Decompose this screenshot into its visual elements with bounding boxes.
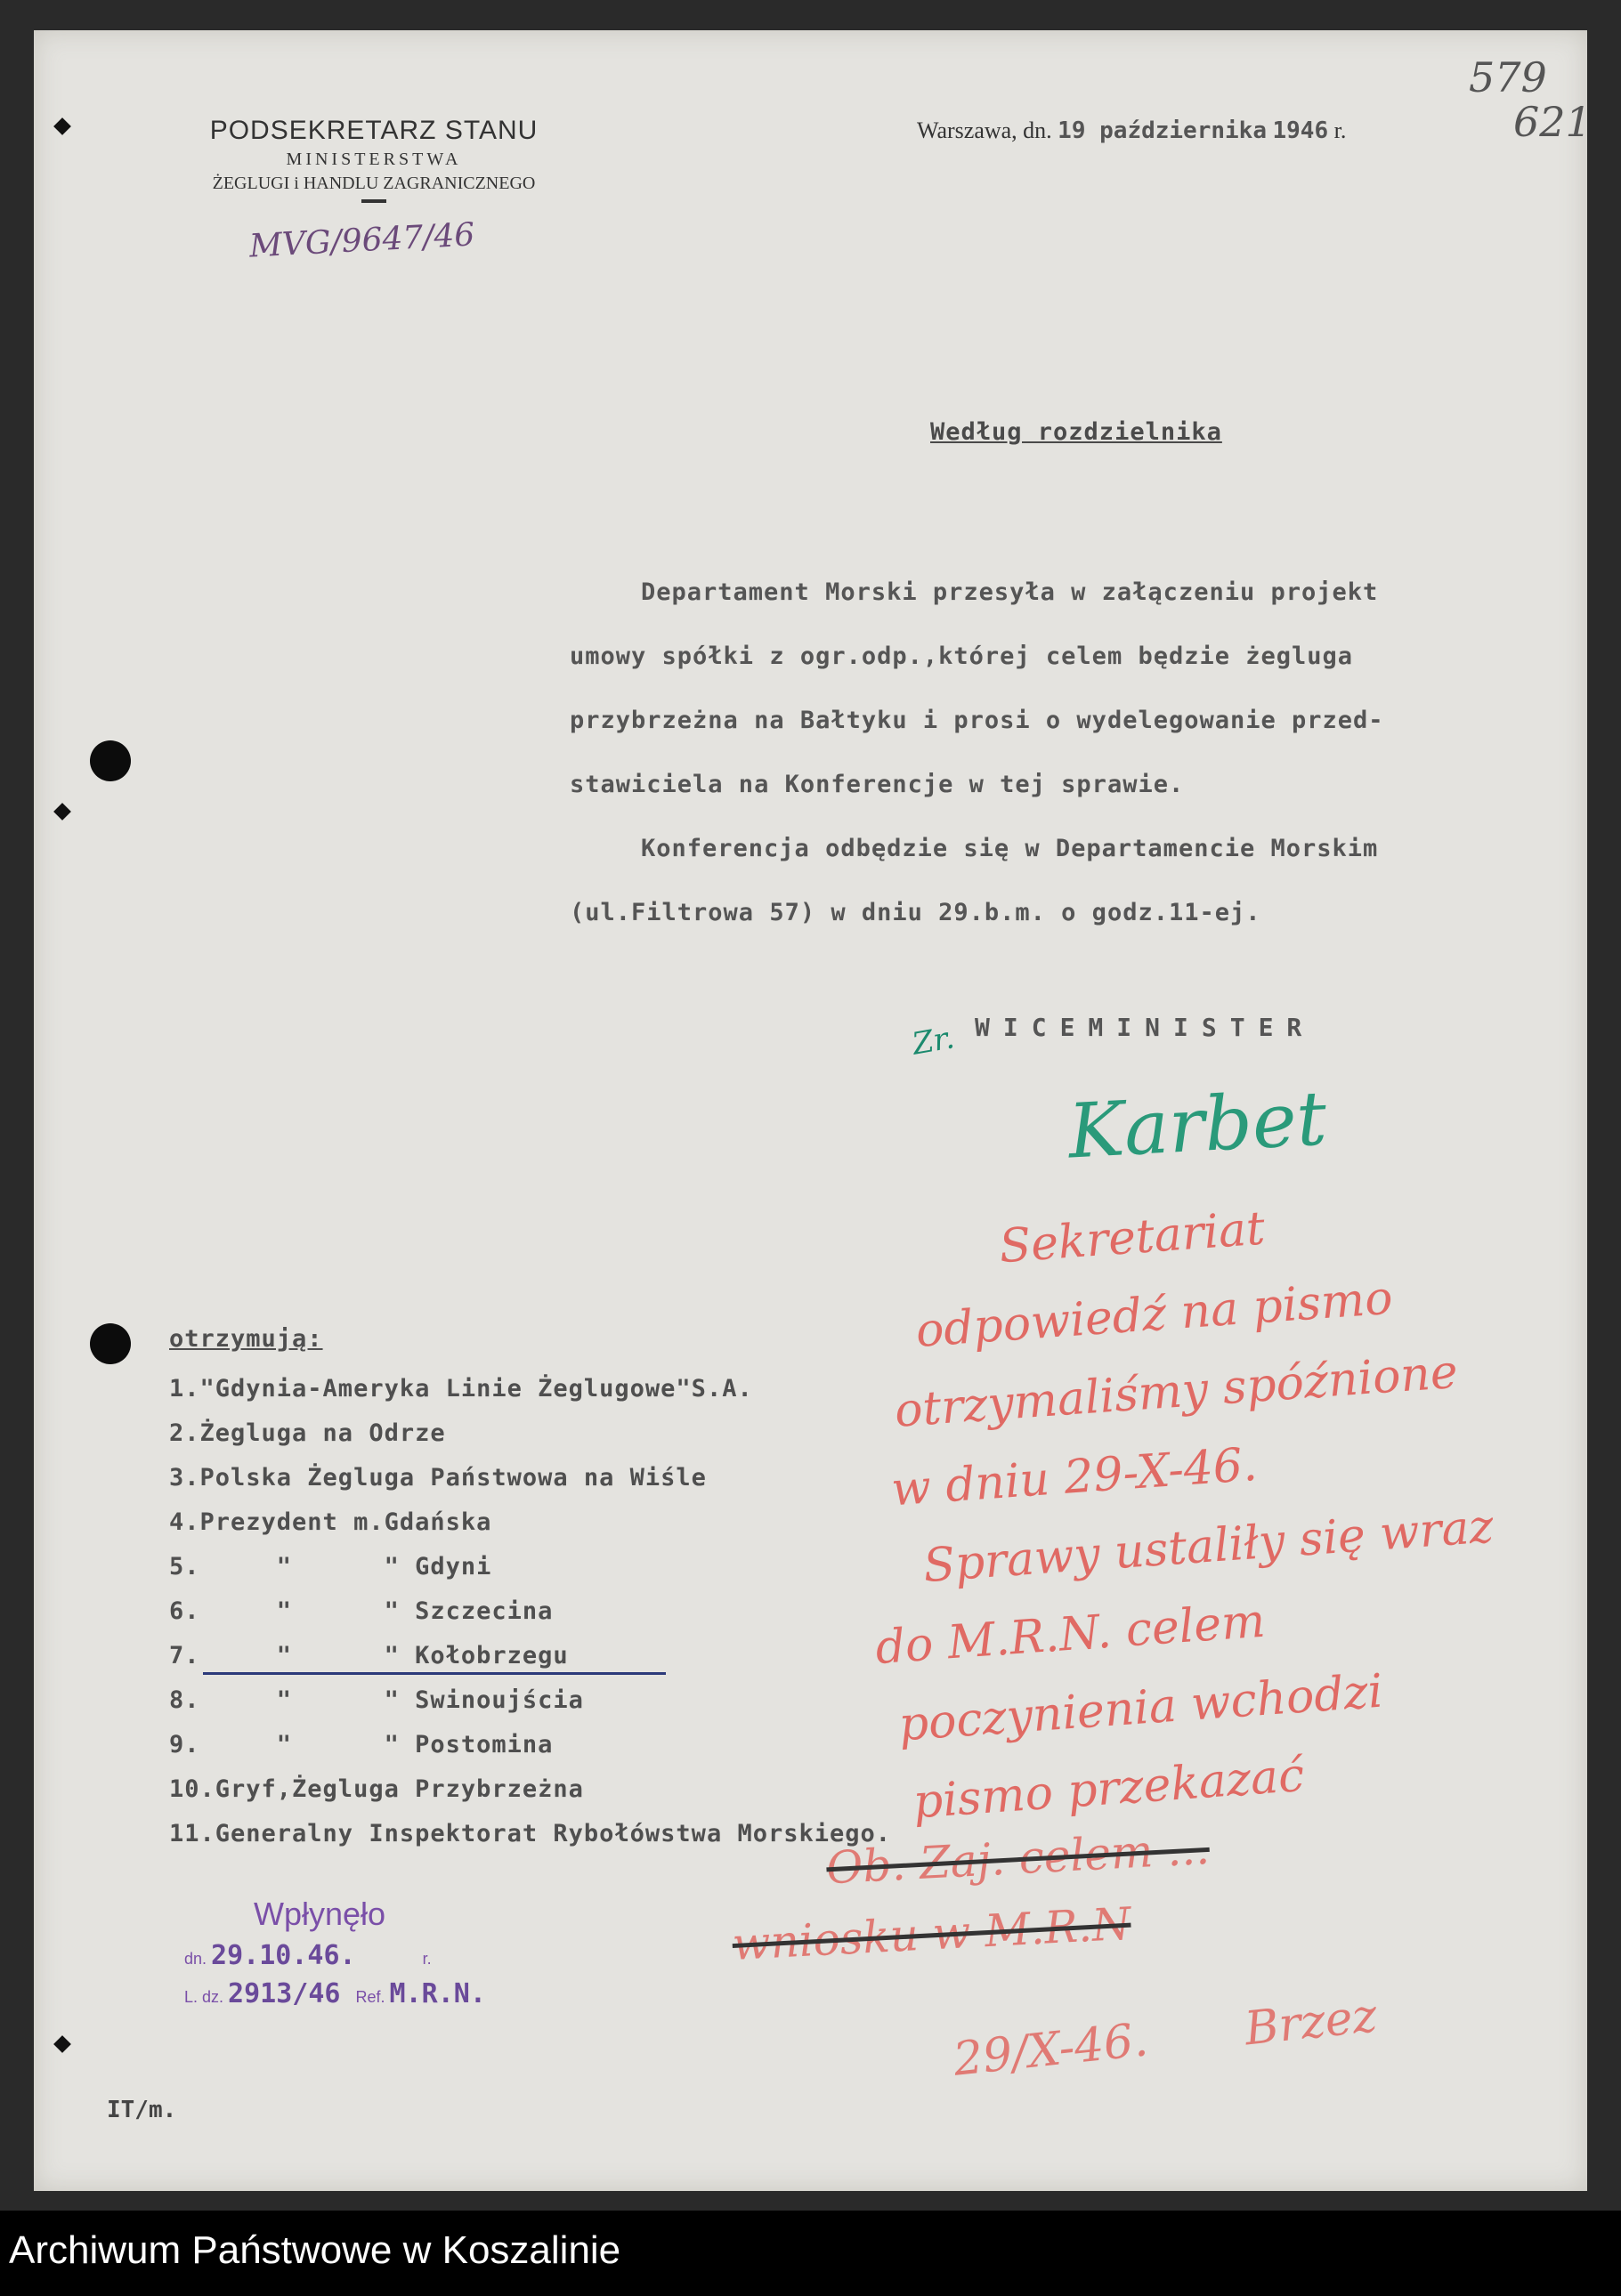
annotation-line: Sprawy ustaliły się wraz: [921, 1500, 1495, 1594]
list-item: 4.Prezydent m.Gdańska: [169, 1508, 492, 1536]
recipient-list: [169, 1319, 891, 1856]
annotation-line: Sekretariat: [997, 1201, 1267, 1274]
handwritten-signature: Karbet: [1066, 1074, 1329, 1176]
folio-number: 579: [1469, 53, 1547, 101]
folio-number-2: 621: [1513, 98, 1592, 146]
stamp-title: Wpłynęło: [254, 1896, 386, 1932]
struck-line: Ob. Zaj. celem ...: [824, 1822, 1212, 1895]
body-line: stawiciela na Konferencje w tej sprawie.: [570, 771, 1185, 798]
date-suffix: r.: [1333, 117, 1347, 143]
list-item: 9. " " Postomina: [169, 1731, 554, 1758]
punch-hole-top: [90, 740, 131, 781]
letterhead-ministry: MINISTERSTWA: [286, 150, 462, 169]
handwritten-reference: MVG/9647/46: [248, 216, 476, 265]
punch-hole-bottom: [90, 1323, 131, 1364]
list-item: 8. " " Swinoujścia: [169, 1686, 584, 1714]
body-line: przybrzeżna na Bałtyku i prosi o wydelegowanie przed-: [570, 707, 1384, 734]
red-pencil-annotation: [837, 1167, 1621, 1844]
archive-name: Archiwum Państwowe w Koszalinie: [9, 2228, 621, 2272]
typist-initials: IT/m.: [107, 2097, 177, 2123]
letterhead-divider: [361, 199, 386, 203]
archive-footer: [0, 2211, 1621, 2296]
list-item: 11.Generalny Inspektorat Rybołówstwa Morskiego.: [169, 1820, 892, 1847]
annotation-date: 29/X-46.: [951, 2013, 1151, 2087]
body-line: umowy spółki z ogr.odp.,której celem będzie żegluga: [570, 643, 1354, 670]
letterhead-title: PODSEKRETARZ STANU: [209, 116, 539, 145]
list-item: 10.Gryf,Żegluga Przybrzeżna: [169, 1775, 584, 1803]
stamp-date-label: dn.: [184, 1950, 207, 1968]
list-item: 6. " " Szczecina: [169, 1597, 554, 1625]
list-item: 2.Żegluga na Odrze: [169, 1419, 446, 1447]
list-item: 1."Gdynia-Ameryka Linie Żeglugowe"S.A.: [169, 1375, 753, 1403]
stamp-ldz-value: 2913/46: [228, 1978, 341, 2009]
struck-line: wniosku w M.R.N: [731, 1897, 1132, 1971]
date-year: 1946: [1272, 117, 1329, 144]
annotation-initials: Brzez: [1242, 1989, 1380, 2057]
annotation-line: do M.R.N. celem: [873, 1594, 1268, 1676]
received-stamp: [174, 1896, 486, 2009]
letter-body: [570, 561, 1585, 945]
letterhead: [125, 116, 623, 203]
stamp-ldz-label: L. dz.: [184, 1988, 224, 2006]
annotation-line: otrzymaliśmy spóźnione: [893, 1345, 1460, 1438]
document-heading: Według rozdzielnika: [930, 418, 1222, 446]
signer-title: WICEMINISTER: [975, 1013, 1316, 1042]
letterhead-ministry-name: ŻEGLUGI i HANDLU ZAGRANICZNEGO: [212, 174, 536, 193]
annotation-line: poczynienia wchodzi: [896, 1664, 1385, 1752]
list-item: 3.Polska Żegluga Państwowa na Wiśle: [169, 1464, 707, 1492]
stamp-ref-value: M.R.N.: [389, 1978, 486, 2009]
stamp-date-row: [184, 1940, 486, 1971]
stamp-r-label: r.: [422, 1950, 432, 1968]
stamp-ref-label: Ref.: [355, 1988, 385, 2006]
ink-underline: [203, 1672, 666, 1675]
date-prefix: Warszawa, dn.: [917, 117, 1052, 143]
date-day-month: 19 października: [1058, 117, 1267, 144]
annotation-line: w dniu 29-X-46.: [889, 1437, 1260, 1517]
annotation-line: odpowiedź na pismo: [913, 1271, 1395, 1359]
document-date: [917, 117, 1346, 144]
annotation-line: pismo przekazać: [911, 1748, 1307, 1830]
body-line: (ul.Filtrowa 57) w dniu 29.b.m. o godz.11-ej.: [570, 899, 1261, 926]
list-item: 5. " " Gdyni: [169, 1553, 492, 1581]
signature-prefix: Zr.: [909, 1020, 958, 1063]
recipient-list-header: otrzymują:: [169, 1325, 323, 1353]
stamp-date-value: 29.10.46.: [211, 1940, 356, 1971]
body-line: Departament Morski przesyła w załączeniu projekt: [641, 578, 1379, 606]
body-line: Konferencja odbędzie się w Departamencie Morskim: [641, 835, 1379, 862]
stamp-ldz-row: [184, 1978, 486, 2009]
list-item: 7. " " Kołobrzegu: [169, 1642, 569, 1669]
